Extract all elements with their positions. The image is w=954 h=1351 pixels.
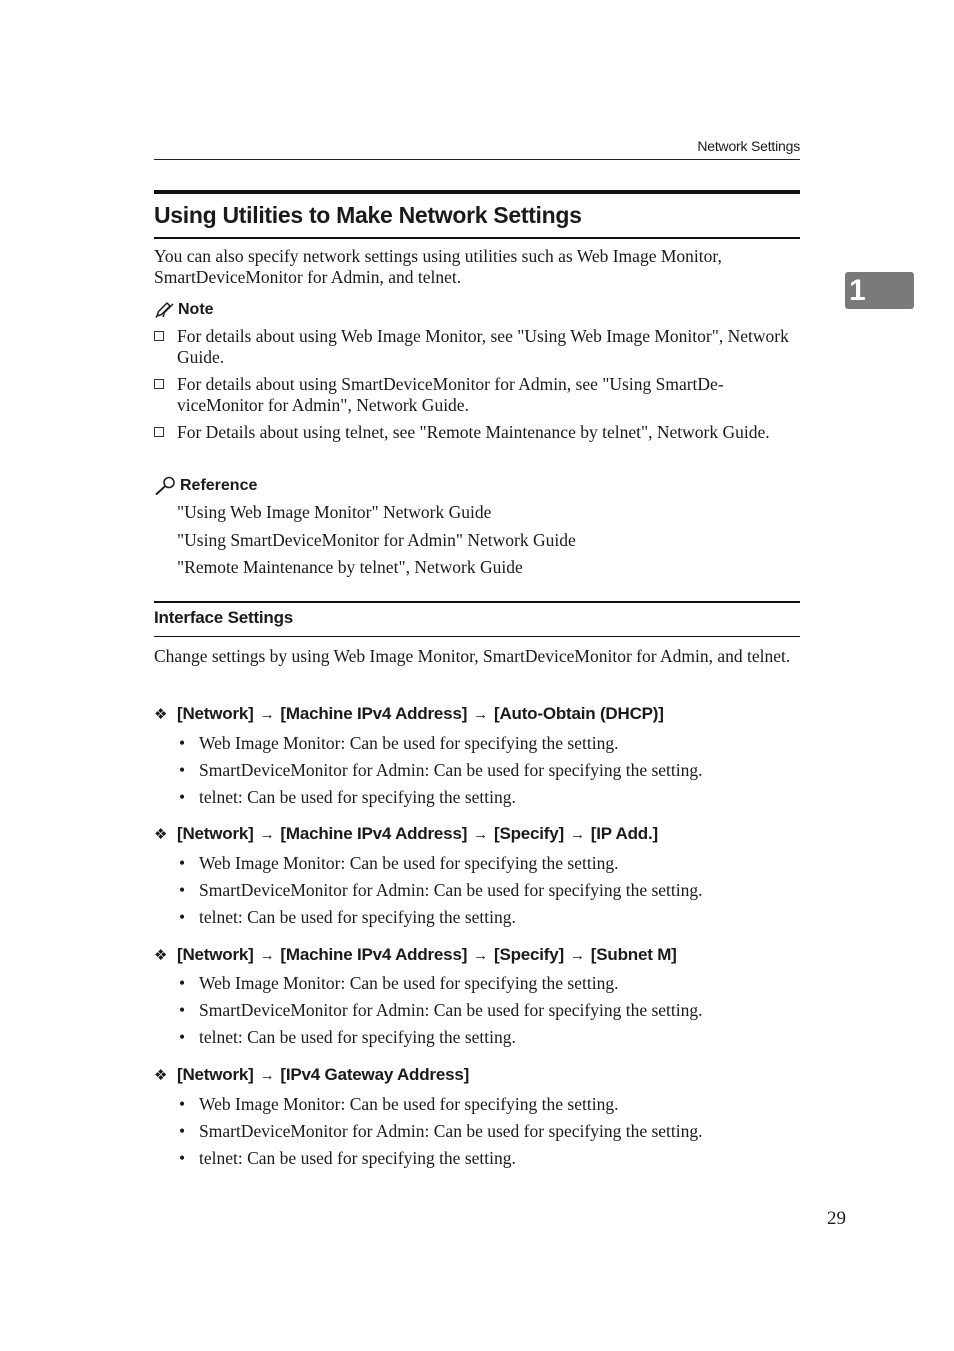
pencil-icon: [154, 301, 174, 319]
arrow-icon: →: [259, 946, 275, 964]
reference-item: "Using SmartDeviceMonitor for Admin" Network Guide: [177, 529, 576, 550]
arrow-icon: →: [569, 946, 585, 964]
bullet-item: • SmartDeviceMonitor for Admin: Can be used for specifying the setting.: [177, 880, 703, 901]
diamond-bullet-icon: ❖: [154, 947, 168, 964]
chapter-tab: [845, 272, 914, 309]
running-header: Network Settings: [697, 138, 800, 154]
arrow-icon: →: [259, 825, 275, 843]
setting-path-heading: ❖ [Network] → [Machine IPv4 Address] → [Specify] → [IP Add.]: [154, 824, 658, 843]
bullet-item: • telnet: Can be used for specifying the setting.: [177, 1027, 703, 1048]
checkbox-icon: [154, 427, 164, 437]
diamond-bullet-icon: ❖: [154, 1067, 168, 1084]
header-rule: [154, 159, 800, 160]
note-item: For Details about using telnet, see "Remote Maintenance by telnet", Network Guide.: [154, 422, 800, 443]
arrow-icon: →: [259, 705, 275, 723]
diamond-bullet-icon: ❖: [154, 826, 168, 843]
bullet-item: • SmartDeviceMonitor for Admin: Can be used for specifying the setting.: [177, 1121, 703, 1142]
title-bar: [154, 190, 800, 194]
arrow-icon: →: [473, 946, 488, 964]
bullet-item: • telnet: Can be used for specifying the setting.: [177, 907, 703, 928]
section-rule-bottom: [154, 636, 800, 637]
setting-bullet-list: [177, 853, 703, 934]
reference-label-text: Reference: [180, 477, 258, 494]
setting-bullet-list: [177, 1094, 703, 1175]
page-title: Using Utilities to Make Network Settings: [154, 202, 582, 228]
intro-paragraph: You can also specify network settings using utilities such as Web Image Monitor, SmartDeviceMonitor for Admin, and telnet.: [154, 246, 722, 287]
reference-item: "Remote Maintenance by telnet", Network Guide: [177, 557, 523, 577]
setting-path-heading: ❖ [Network] → [IPv4 Gateway Address]: [154, 1065, 470, 1084]
reference-item: "Using Web Image Monitor" Network Guide: [177, 502, 492, 522]
arrow-icon: →: [473, 825, 488, 843]
checkbox-icon: [154, 331, 164, 341]
page-number: 29: [827, 1208, 846, 1229]
note-item: For details about using SmartDeviceMonitor for Admin, see "Using SmartDe-viceMonitor for Admin", Network Guide.: [154, 374, 800, 416]
bullet-item: • Web Image Monitor: Can be used for specifying the setting.: [177, 973, 703, 994]
title-underline: [154, 237, 800, 239]
bullet-item: • Web Image Monitor: Can be used for specifying the setting.: [177, 733, 703, 754]
reference-list: [177, 502, 576, 585]
bullet-item: • Web Image Monitor: Can be used for specifying the setting.: [177, 1094, 703, 1115]
note-label-text: Note: [178, 301, 214, 318]
note-label: [154, 301, 214, 319]
section-title: Interface Settings: [154, 608, 294, 627]
bullet-item: • SmartDeviceMonitor for Admin: Can be used for specifying the setting.: [177, 1000, 703, 1021]
bullet-item: • Web Image Monitor: Can be used for specifying the setting.: [177, 853, 703, 874]
arrow-icon: →: [569, 825, 585, 843]
magnifier-icon: [154, 476, 176, 496]
chapter-number: 1: [849, 274, 866, 307]
setting-bullet-list: [177, 733, 703, 814]
checkbox-icon: [154, 379, 164, 389]
reference-label: [154, 476, 257, 496]
arrow-icon: →: [259, 1066, 275, 1084]
setting-bullet-list: [177, 973, 703, 1054]
note-item: For details about using Web Image Monitor, see "Using Web Image Monitor", Network Guide.: [154, 326, 800, 368]
bullet-item: • telnet: Can be used for specifying the setting.: [177, 1148, 703, 1169]
diamond-bullet-icon: ❖: [154, 706, 168, 723]
bullet-item: • telnet: Can be used for specifying the setting.: [177, 787, 703, 808]
note-list: [154, 326, 800, 449]
setting-path-heading: ❖ [Network] → [Machine IPv4 Address] → [Auto-Obtain (DHCP)]: [154, 704, 664, 723]
arrow-icon: →: [473, 705, 488, 723]
section-intro: Change settings by using Web Image Monitor, SmartDeviceMonitor for Admin, and telnet.: [154, 646, 791, 666]
bullet-item: • SmartDeviceMonitor for Admin: Can be used for specifying the setting.: [177, 760, 703, 781]
section-rule-top: [154, 601, 800, 603]
setting-path-heading: ❖ [Network] → [Machine IPv4 Address] → [Specify] → [Subnet M]: [154, 945, 677, 964]
